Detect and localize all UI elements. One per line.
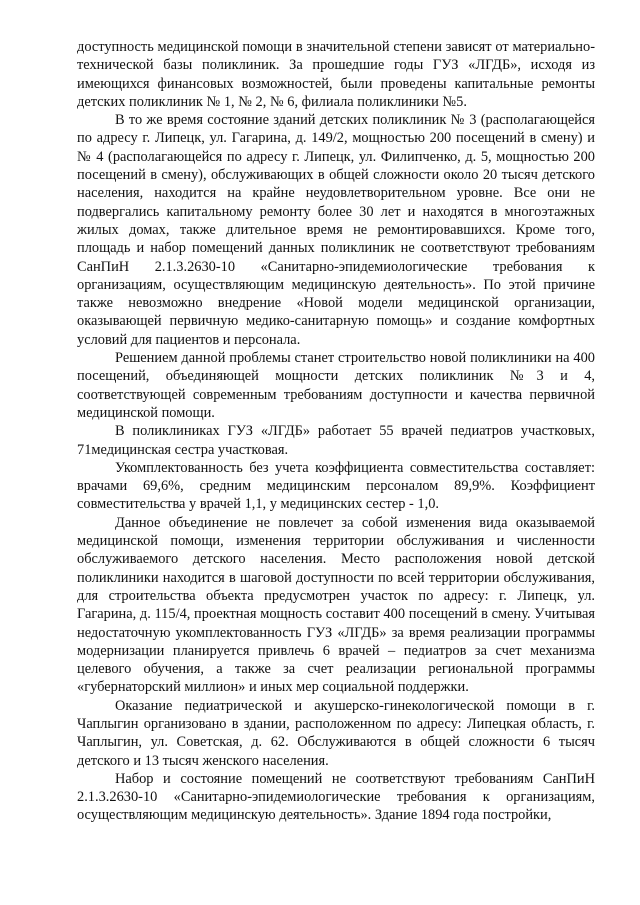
- document-page: [77, 38, 595, 825]
- paragraph-2: В то же время состояние зданий детских поликлиник № 3 (располагающейся по адресу г. Липецк, ул. Гагарина, д. 149/2, мощностью 200 посещений в смену) и № 4 (располагающейся по адресу г. Липецк, ул. Филипченко, д. 5, мощностью 200 посещений в смену), обслуживающих в общей сложности около 20 тысяч детского населения, находится на крайне неудовлетворительном уровне. Все они не подвергались капитальному ремонту более 30 лет и находятся в многоэтажных жилых домах, также длительное время не ремонтировавшихся. Кроме того, площадь и набор помещений данных поликлиник не соответствуют требованиям СанПиН 2.1.3.2630-10 «Санитарно-эпидемиологические требования к организациям, осуществляющим медицинскую деятельность». По этой причине также невозможно внедрение «Новой модели медицинской организации, оказывающей первичную медико-санитарную помощь» и создание комфортных условий для пациентов и персонала.: [77, 112, 595, 348]
- paragraph-6: Данное объединение не повлечет за собой изменения вида оказываемой медицинской помощи, изменения территории обслуживания и численности обслуживаемого детского населения. Место расположения новой детской поликлиники находится в шаговой доступности по всей территории обслуживания, для строительства объекта предусмотрен участок по адресу: г. Липецк, ул. Гагарина, д. 115/4, проектная мощность составит 400 посещений в смену. Учитывая недостаточную укомплектованность ГУЗ «ЛГДБ» за время реализации программы модернизации планируется привлечь 6 врачей – педиатров за счет механизма целевого обучения, а также за счет реализации региональной программы «губернаторский миллион» и иных мер социальной поддержки.: [77, 514, 595, 696]
- paragraph-4: В поликлиниках ГУЗ «ЛГДБ» работает 55 врачей педиатров участковых, 71медицинская сестра участковая.: [77, 423, 595, 458]
- paragraph-8: Набор и состояние помещений не соответствуют требованиям СанПиН 2.1.3.2630-10 «Санитарно-эпидемиологические требования к организациям, осуществляющим медицинскую деятельность». Здание 1894 года постройки,: [77, 770, 595, 824]
- paragraph-5: Укомплектованность без учета коэффициента совместительства составляет: врачами 69,6%, средним медицинским персоналом 89,9%. Коэффициент совместительства у врачей 1,1, у медицинских сестер - 1,0.: [77, 459, 595, 513]
- paragraph-7: Оказание педиатрической и акушерско-гинекологической помощи в г. Чаплыгин организовано в здании, расположенном по адресу: Липецкая область, г. Чаплыгин, ул. Советская, д. 62. Обслуживаются в общей сложности 6 тысяч детского и 13 тысяч женского населения.: [77, 697, 595, 769]
- paragraph-3: Решением данной проблемы станет строительство новой поликлиники на 400 посещений, объединяющей мощности детских поликлиник №3 и 4, соответствующей современным требованиям доступности и качества первичной медицинской помощи.: [77, 350, 595, 421]
- paragraph-1: доступность медицинской помощи в значительной степени зависят от материально-технической базы поликлиник. За прошедшие годы ГУЗ «ЛГДБ», исходя из имеющихся финансовых возможностей, были проведены капитальные ремонты детских поликлиник № 1, № 2, № 6, филиала поликлиники №5.: [77, 39, 595, 110]
